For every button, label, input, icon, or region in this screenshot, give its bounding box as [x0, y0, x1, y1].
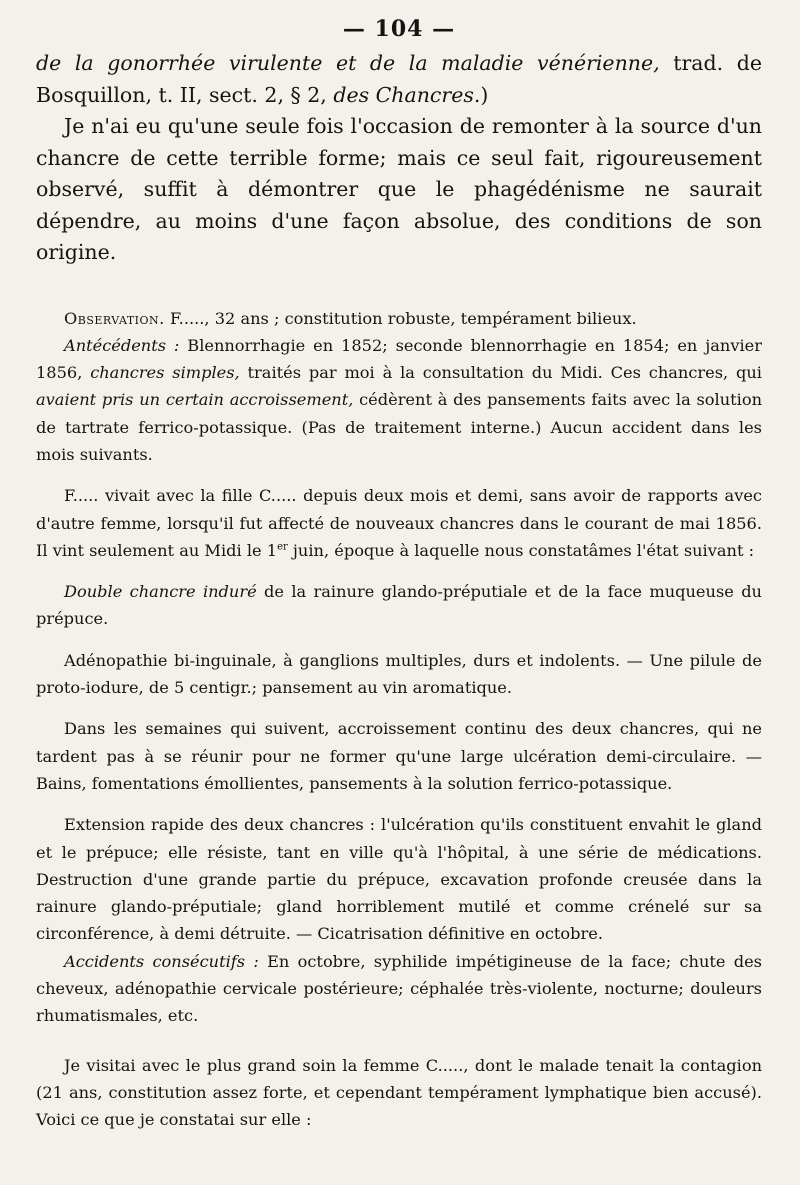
reference-title: de la gonorrhée virulente et de la maladie vénérienne, [36, 51, 660, 75]
accidents-label: Accidents consécutifs : [64, 951, 259, 971]
accidents-paragraph: Accidents consécutifs : En octobre, syphilide impétigineuse de la face; chute des cheveux, adénopathie cervicale postérieure; céphalée très-violente, nocturne; douleurs rhumatismales, etc. [36, 951, 762, 1026]
vivait-paragraph: F..... vivait avec la fille C..... depuis deux mois et demi, sans avoir de rapports avec d'autre femme, lorsqu'il fut affecté de nouveaux chancres dans le courant de mai 1856. Il vint seulement au Midi le 1er juin, époque à laquelle nous constatâmes l'état suivant : [36, 486, 762, 560]
reference-continuation: de la gonorrhée virulente et de la maladie vénérienne, trad. de Bosquillon, t. II, sect. 2, § 2, des Chancres.) [36, 51, 762, 107]
adenopathie-paragraph: Adénopathie bi-inguinale, à ganglions multiples, durs et indolents. — Une pilule de proto-iodure, de 5 centigr.; pansement au vin aromatique. [36, 650, 762, 698]
observation-section [36, 305, 762, 1134]
observation-heading: Observation. F....., 32 ans ; constitution robuste, tempérament bilieux. [64, 308, 637, 328]
observation-label: Observation. [64, 308, 165, 328]
extension-paragraph: Extension rapide des deux chancres : l'ulcération qu'ils constituent envahit le gland et le prépuce; elle résiste, tant en ville qu'à l'hôpital, à une série de médications. Destruction d'une grande partie du prépuce, excavation profonde creusée dans la rainure glando-préputiale; gland horriblement mutilé et comme crénelé sur sa circonférence, à demi détruite. — Cicatrisation définitive en octobre. [36, 815, 762, 944]
double-chancre-paragraph: Double chancre induré de la rainure glando-préputiale et de la face muqueuse du prépuce. [36, 582, 762, 629]
intro-paragraph: Je n'ai eu qu'une seule fois l'occasion de remonter à la source d'un chancre de cette terrible forme; mais ce seul fait, rigoureusement observé, suffit à démontrer que le phagédénisme ne saurait dépendre, au moins d'une façon absolue, des conditions de son origine. [36, 114, 762, 264]
intro-section [36, 48, 762, 269]
semaines-paragraph: Dans les semaines qui suivent, accroissement continu des deux chancres, qui ne tardent pas à se réunir pour ne former qu'une large ulcération demi-circulaire. — Bains, fomentations émollientes, pansements à la solution ferrico-potassique. [36, 719, 762, 793]
antecedents-paragraph: Antécédents : Blennorrhagie en 1852; seconde blennorrhagie en 1854; en janvier 1856, chancres simples, traités par moi à la consultation du Midi. Ces chancres, qui avaient pris un certain accroissement, cédèrent à des pansements faits avec la solution de tartrate ferrico-potassique. (Pas de traitement interne.) Aucun accident dans les mois suivants. [36, 335, 763, 464]
antecedents-label: Antécédents : [64, 335, 180, 355]
reference-chapter: des Chancres. [333, 82, 481, 107]
visitai-paragraph: Je visitai avec le plus grand soin la femme C....., dont le malade tenait la contagion (21 ans, constitution assez forte, et cependant tempérament lymphatique bien accusé). Voici ce que je constatai sur elle : [36, 1055, 762, 1130]
page-number: — 104 — [342, 16, 456, 42]
